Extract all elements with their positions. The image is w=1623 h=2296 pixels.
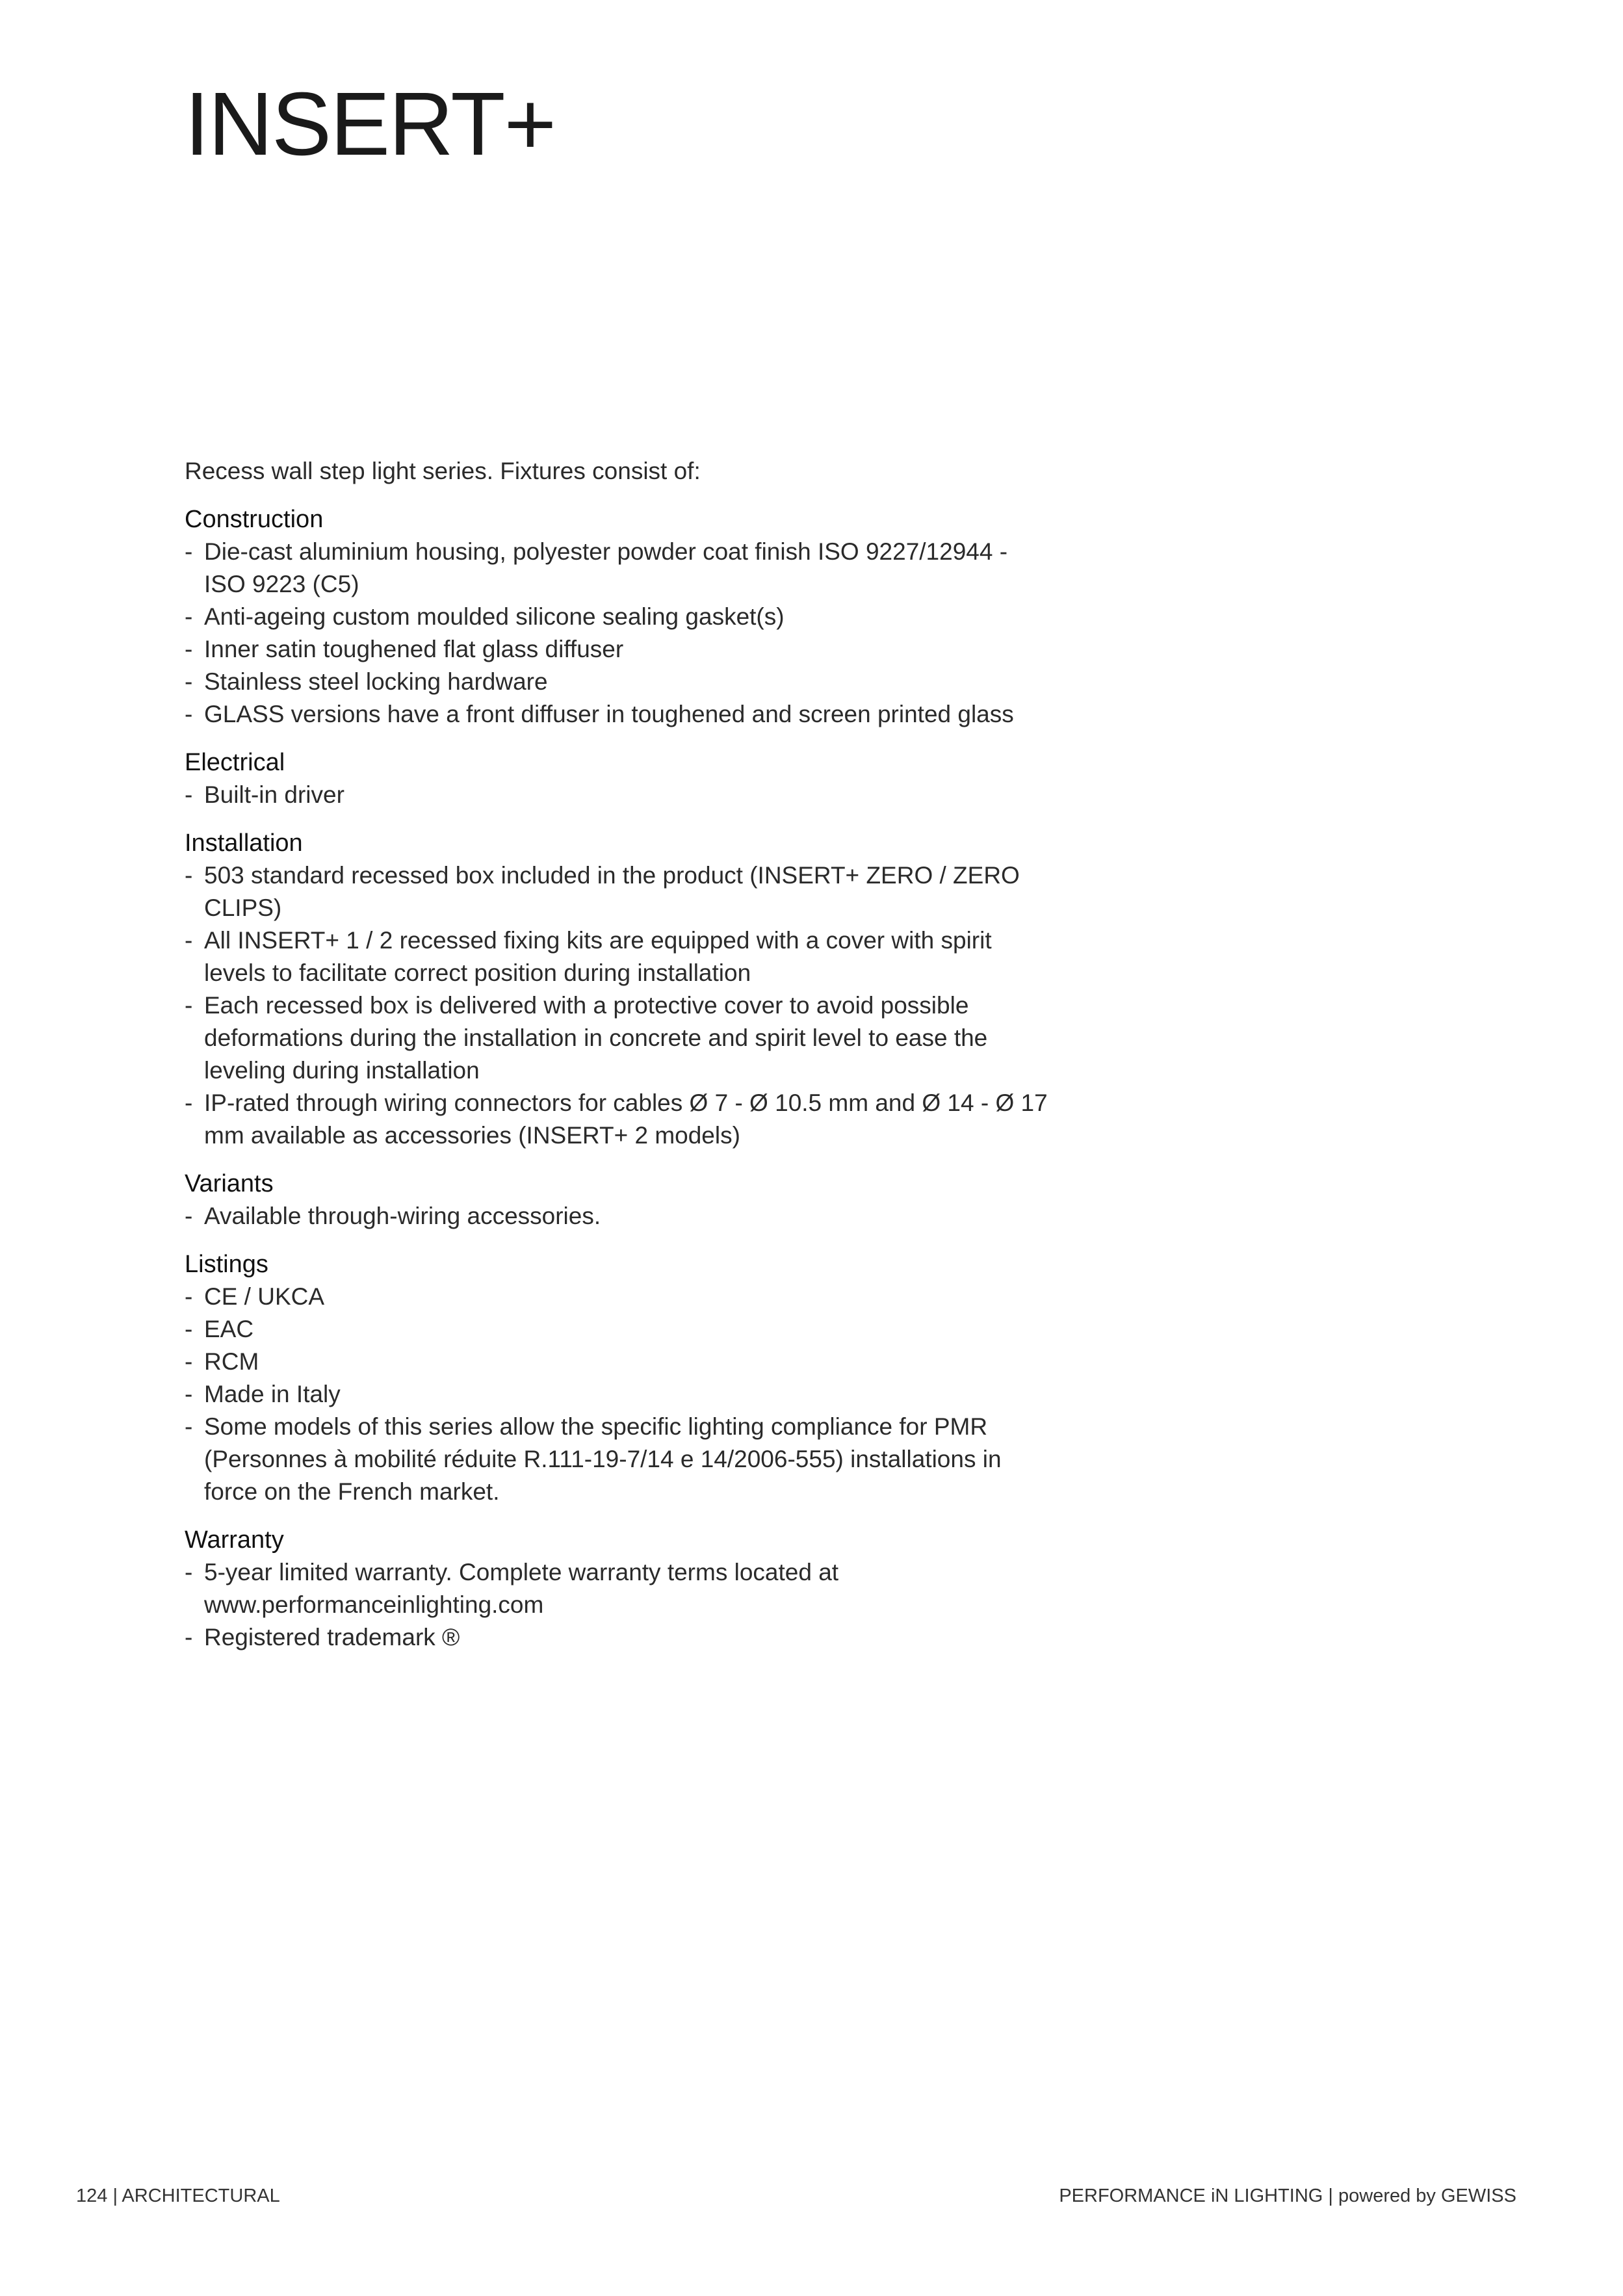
list-item: - Stainless steel locking hardware <box>185 668 548 695</box>
list-item: - GLASS versions have a front diffuser in toughened and screen printed glass <box>185 701 1014 727</box>
item-list <box>185 1281 1049 1508</box>
list-item: - IP-rated through wiring connectors for cables Ø 7 - Ø 10.5 mm and Ø 14 - Ø 17 mm available as accessories (INSERT+ 2 models) <box>185 1089 1048 1149</box>
list-item: - Built-in driver <box>185 781 344 808</box>
footer-brand: PERFORMANCE iN LIGHTING | powered by GEWISS <box>1059 2185 1516 2206</box>
product-description <box>185 455 1049 1669</box>
section-heading: Installation <box>185 829 303 857</box>
list-item: - Made in Italy <box>185 1381 341 1407</box>
section-heading: Warranty <box>185 1526 284 1554</box>
list-item: - RCM <box>185 1348 259 1375</box>
list-item: - Anti-ageing custom moulded silicone sealing gasket(s) <box>185 603 785 630</box>
item-list <box>185 1200 1049 1233</box>
list-item: - Each recessed box is delivered with a protective cover to avoid possible deformations during the installation in concrete and spirit level to ease the leveling during installation <box>185 992 988 1084</box>
section-heading: Electrical <box>185 749 285 776</box>
item-list <box>185 1556 1049 1654</box>
item-list <box>185 779 1049 811</box>
section-construction <box>185 503 1049 731</box>
section-heading: Construction <box>185 506 324 533</box>
section-variants <box>185 1168 1049 1233</box>
section-heading: Listings <box>185 1251 268 1278</box>
intro-text: Recess wall step light series. Fixtures consist of: <box>185 458 701 484</box>
item-list <box>185 859 1049 1152</box>
list-item: - CE / UKCA <box>185 1283 325 1310</box>
list-item: - Inner satin toughened flat glass diffuser <box>185 636 624 662</box>
footer-page-number: 124 | ARCHITECTURAL <box>76 2185 280 2206</box>
item-list <box>185 536 1049 731</box>
section-heading: Variants <box>185 1170 274 1197</box>
list-item: - Registered trademark ® <box>185 1624 460 1650</box>
section-electrical <box>185 746 1049 811</box>
section-listings <box>185 1248 1049 1508</box>
list-item: - 5-year limited warranty. Complete warranty terms located at www.performanceinlighting.com <box>185 1559 839 1618</box>
list-item: - Some models of this series allow the specific lighting compliance for PMR (Personnes à mobilité réduite R.111-19-7/14 e 14/2006-555) installations in force on the French market. <box>185 1413 1002 1505</box>
section-installation <box>185 827 1049 1152</box>
list-item: - Available through-wiring accessories. <box>185 1203 601 1229</box>
section-warranty <box>185 1524 1049 1654</box>
page-title: INSERT+ <box>185 74 556 174</box>
list-item: - All INSERT+ 1 / 2 recessed fixing kits are equipped with a cover with spirit levels to facilitate correct position during installation <box>185 927 992 986</box>
list-item: - 503 standard recessed box included in the product (INSERT+ ZERO / ZERO CLIPS) <box>185 862 1020 921</box>
list-item: - EAC <box>185 1316 254 1342</box>
list-item: - Die-cast aluminium housing, polyester powder coat finish ISO 9227/12944 - ISO 9223 (C5) <box>185 538 1008 597</box>
